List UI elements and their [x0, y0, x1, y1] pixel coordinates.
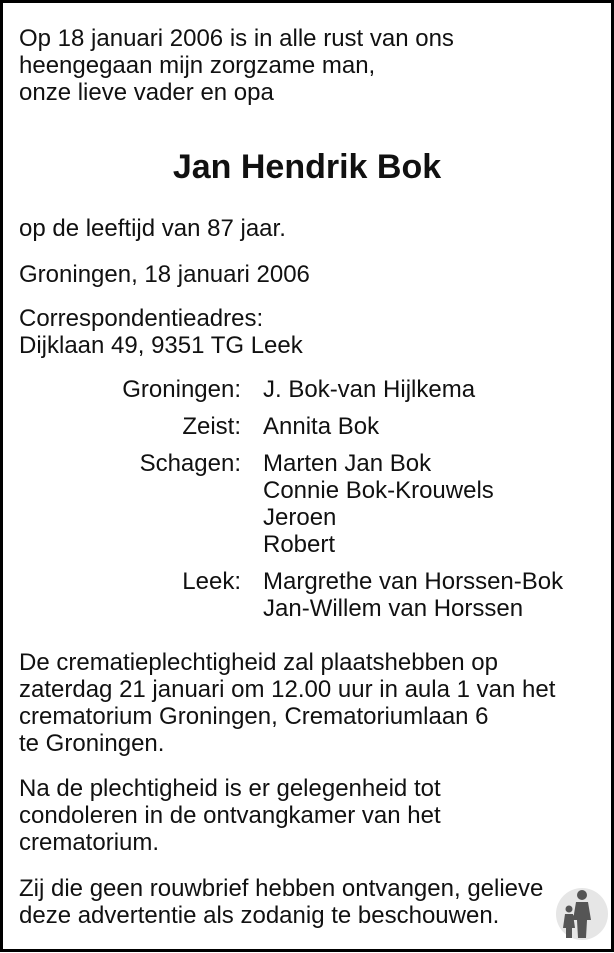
family-city: Zeist: [182, 413, 241, 440]
condolence-text [19, 775, 441, 856]
condolence-line: crematorium. [19, 829, 160, 856]
family-row [3, 568, 611, 622]
family-names [263, 450, 494, 558]
family-row [3, 376, 611, 403]
family-city: Groningen: [122, 376, 241, 403]
intro-line: heengegaan mijn zorgzame man, [19, 52, 376, 79]
family-names [263, 568, 563, 622]
family-city: Schagen: [139, 450, 241, 477]
family-row [3, 413, 611, 440]
closing-line: Zij die geen rouwbrief hebben ontvangen, gelieve [19, 875, 544, 902]
correspondence-address: Dijklaan 49, 9351 TG Leek [19, 332, 303, 359]
condolence-line: condoleren in de ontvangkamer van het [19, 802, 441, 829]
cremation-text [19, 649, 555, 757]
caregiver-figure-icon [555, 885, 609, 943]
intro-line: onze lieve vader en opa [19, 79, 274, 106]
intro-line: Op 18 januari 2006 is in alle rust van ons [19, 25, 454, 52]
condolence-line: Na de plechtigheid is er gelegenheid tot [19, 775, 441, 802]
family-member: Jan-Willem van Horssen [263, 595, 524, 622]
family-member: Connie Bok-Krouwels [263, 477, 494, 504]
correspondence-label: Correspondentieadres: [19, 305, 264, 332]
family-member: J. Bok-van Hijlkema [263, 376, 476, 403]
family-member: Marten Jan Bok [263, 450, 432, 477]
place-date: Groningen, 18 januari 2006 [19, 261, 310, 288]
family-row [3, 450, 611, 558]
family-member: Jeroen [263, 504, 337, 531]
cremation-line: De crematieplechtigheid zal plaatshebben op [19, 649, 498, 676]
family-member: Robert [263, 531, 336, 558]
closing-line: deze advertentie als zodanig te beschouwen. [19, 902, 500, 929]
correspondence-block [19, 305, 303, 359]
family-city: Leek: [182, 568, 241, 595]
family-member: Margrethe van Horssen-Bok [263, 568, 564, 595]
family-names [263, 413, 379, 440]
closing-text [19, 875, 543, 929]
cremation-line: te Groningen. [19, 730, 165, 757]
cremation-line: zaterdag 21 januari om 12.00 uur in aula 1 van het [19, 676, 556, 703]
family-member: Annita Bok [263, 413, 380, 440]
family-names [263, 376, 475, 403]
age-line: op de leeftijd van 87 jaar. [19, 215, 286, 242]
family-list [3, 376, 611, 632]
deceased-name: Jan Hendrik Bok [172, 148, 442, 186]
intro-text [19, 25, 454, 106]
cremation-line: crematorium Groningen, Crematoriumlaan 6 [19, 703, 489, 730]
